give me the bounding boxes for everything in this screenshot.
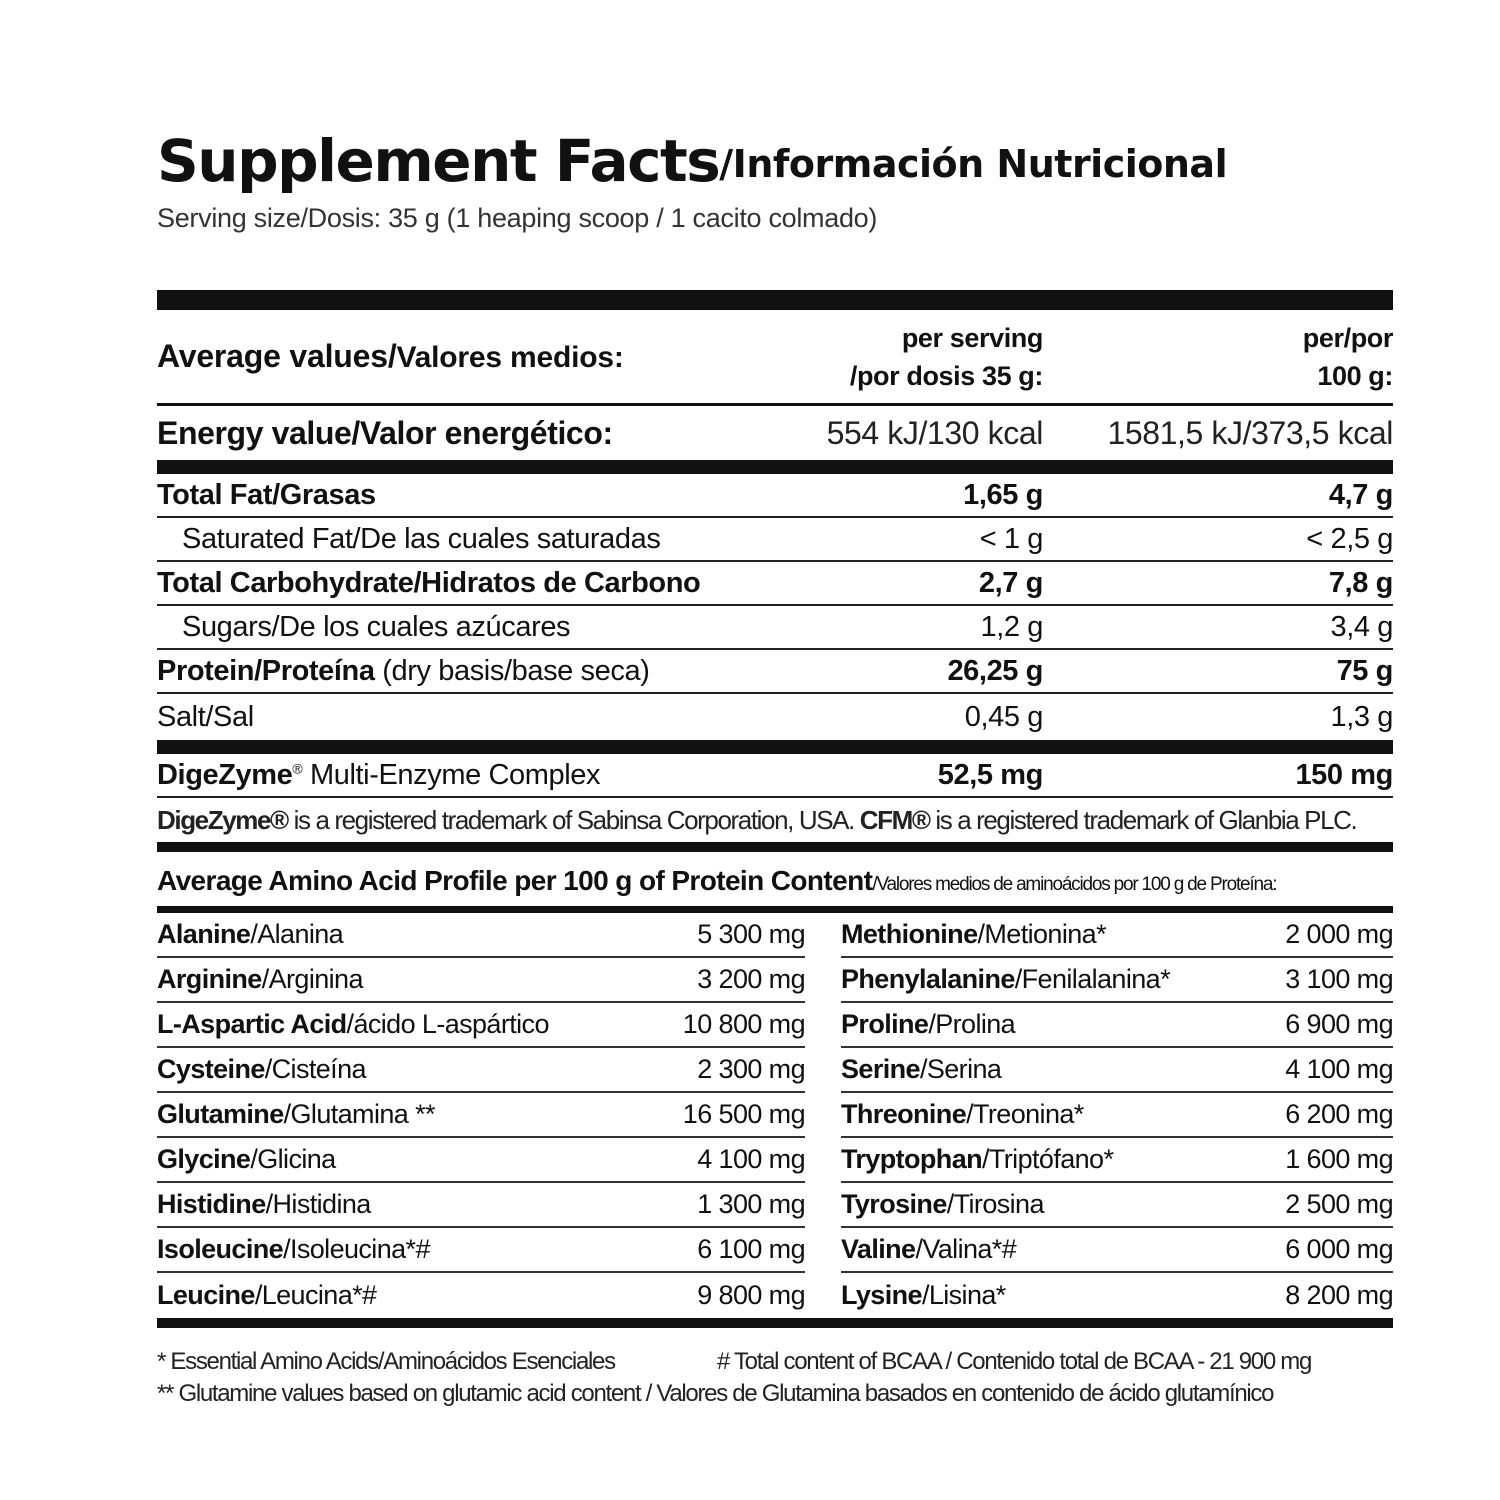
page-title [157,128,1393,198]
amino-value: 9 800 mg [697,1280,805,1310]
nutrient-per-serving: 1,65 g [963,478,1043,511]
amino-row [157,1273,805,1318]
amino-row [841,1003,1393,1048]
nutrient-per-serving: 1,2 g [980,610,1043,643]
amino-profile-title [157,852,1393,913]
supplement-facts-panel [157,128,1393,1410]
nutrient-row-total-fat [157,474,1393,518]
nutrient-row-salt [157,694,1393,740]
digezyme-rest: Multi-Enzyme Complex [302,758,601,791]
amino-name-es: /Metionina* [977,919,1106,949]
amino-row [157,1093,805,1138]
amino-row [841,913,1393,958]
footnote-bcaa: # Total content of BCAA / Contenido total de BCAA - 21 900 mg [717,1348,1312,1375]
digezyme-reg: ® [292,759,303,776]
header-per-100g [1043,319,1393,395]
nutrient-per-100g: 4,7 g [1328,478,1393,511]
divider-thick [157,460,1393,474]
digezyme-per-serving: 52,5 mg [937,758,1043,791]
amino-row [841,1273,1393,1318]
amino-name-es: /Triptófano* [982,1144,1114,1174]
amino-name-es: /Arginina [261,964,363,994]
amino-value: 6 100 mg [697,1234,805,1264]
nutrient-label-protein [157,655,743,688]
amino-value: 10 800 mg [682,1009,805,1039]
amino-value: 1 300 mg [697,1189,805,1219]
amino-row [157,1003,805,1048]
header-label-es: Valores medios: [396,341,624,374]
amino-name-en: Serine [841,1054,920,1084]
header-per-100g-line1: per/por [1302,322,1393,353]
amino-name-en: Phenylalanine [841,964,1015,994]
amino-value: 4 100 mg [1285,1054,1393,1084]
trademark-note [157,798,1393,842]
nutrient-label: Salt/Sal [157,700,254,733]
amino-name-es: /Valina*# [915,1234,1017,1264]
amino-value: 6 000 mg [1285,1234,1393,1264]
amino-column-right [805,913,1393,1318]
footnote-essential: * Essential Amino Acids/Aminoácidos Esenciales [157,1348,615,1375]
amino-name-en: Tyrosine [841,1189,947,1219]
nutrient-per-100g: 7,8 g [1328,566,1393,599]
amino-value: 2 300 mg [697,1054,805,1084]
amino-value: 5 300 mg [697,919,805,949]
amino-name-en: Proline [841,1009,929,1039]
amino-name-en: Threonine [841,1099,967,1129]
nutrient-label-note: (dry basis/base seca) [374,654,650,687]
nutrient-per-serving: 2,7 g [978,566,1043,599]
amino-value: 8 200 mg [1285,1280,1393,1310]
amino-row [157,1228,805,1273]
amino-value: 16 500 mg [682,1099,805,1129]
nutrient-per-serving: < 1 g [979,522,1043,555]
footnote-glutamine: ** Glutamine values based on glutamic acid content / Valores de Glutamina basados en contenido de ácido glutamínico [157,1380,1274,1407]
amino-name-es: /Tirosina [946,1189,1044,1219]
divider-thick [157,842,1393,852]
amino-name-en: L-Aspartic Acid [157,1009,347,1039]
energy-per-serving: 554 kJ/130 kcal [826,414,1043,451]
amino-row [841,1183,1393,1228]
header-per-serving [743,319,1043,395]
header-per-serving-line2: /por dosis 35 g: [849,360,1043,391]
amino-name-es: /Cisteína [264,1054,366,1084]
amino-row [841,1048,1393,1093]
digezyme-per-100g: 150 mg [1295,758,1393,791]
amino-name-es: /Leucina*# [254,1280,377,1310]
energy-row [157,406,1393,460]
divider-thick [157,1318,1393,1328]
nutrient-label: Protein/Proteína [157,654,375,687]
amino-name-en: Lysine [841,1280,922,1310]
nutrient-per-100g: 75 g [1336,654,1393,687]
amino-value: 4 100 mg [697,1144,805,1174]
trademark-brand2: CFM® [859,805,930,835]
amino-name-en: Leucine [157,1280,255,1310]
amino-name-es: /Treonina* [966,1099,1084,1129]
amino-row [841,958,1393,1003]
nutrient-per-100g: 1,3 g [1330,700,1393,733]
title-sub: /Información Nutricional [719,142,1228,186]
amino-name-en: Glutamine [157,1099,284,1129]
title-main: Supplement Facts [157,127,720,195]
amino-name-en: Arginine [157,964,262,994]
nutrient-per-100g: 3,4 g [1330,610,1393,643]
energy-label: Energy value/Valor energético: [157,414,613,451]
amino-row [841,1138,1393,1183]
header-per-100g-line2: 100 g: [1317,360,1393,391]
serving-size: Serving size/Dosis: 35 g (1 heaping scoop / 1 cacito colmado) [157,203,878,233]
amino-name-en: Cysteine [157,1054,265,1084]
amino-name-en: Isoleucine [157,1234,284,1264]
nutrient-per-100g: < 2,5 g [1306,522,1393,555]
amino-name-es: /Isoleucina*# [283,1234,430,1264]
amino-row [841,1093,1393,1138]
header-per-serving-line1: per serving [901,322,1043,353]
digezyme-label [157,759,743,792]
amino-name-es: /Lisina* [921,1280,1006,1310]
energy-per-100g: 1581,5 kJ/373,5 kcal [1107,414,1393,451]
nutrient-row-protein [157,650,1393,694]
amino-row [157,958,805,1003]
amino-name-en: Valine [841,1234,916,1264]
amino-value: 6 200 mg [1285,1099,1393,1129]
divider-thick [157,740,1393,754]
footnotes [157,1346,1393,1410]
nutrient-row-saturated-fat [157,518,1393,562]
amino-name-en: Glycine [157,1144,251,1174]
amino-value: 2 500 mg [1285,1189,1393,1219]
trademark-brand1: DigeZyme® [157,805,288,835]
digezyme-brand: DigeZyme [157,758,293,791]
amino-name-es: /Alanina [250,919,344,949]
amino-name-es: /Fenilalanina* [1014,964,1170,994]
nutrient-row-carbohydrate [157,562,1393,606]
amino-row [157,913,805,958]
amino-name-es: /ácido L-aspártico [346,1009,549,1039]
nutrient-label: Saturated Fat/De las cuales saturadas [182,522,661,555]
amino-row [157,1183,805,1228]
nutrient-per-serving: 26,25 g [947,654,1043,687]
amino-value: 2 000 mg [1285,919,1393,949]
trademark-text2: is a registered trademark of Glanbia PLC. [929,805,1357,835]
amino-row [157,1048,805,1093]
column-header-row [157,310,1393,406]
nutrient-per-serving: 0,45 g [964,700,1043,733]
amino-value: 3 200 mg [697,964,805,994]
amino-name-es: /Prolina [928,1009,1016,1039]
amino-value: 1 600 mg [1285,1144,1393,1174]
amino-name-es: /Serina [919,1054,1002,1084]
amino-name-es: /Glutamina ** [283,1099,435,1129]
amino-table [157,913,1393,1318]
nutrient-row-sugars [157,606,1393,650]
amino-value: 3 100 mg [1285,964,1393,994]
amino-name-en: Methionine [841,919,978,949]
divider-thick [157,290,1393,310]
trademark-text1: is a registered trademark of Sabinsa Corporation, USA. [287,805,860,835]
amino-column-left [157,913,805,1318]
nutrient-label: Sugars/De los cuales azúcares [182,610,571,643]
header-label [157,338,743,375]
amino-name-en: Tryptophan [841,1144,982,1174]
amino-title-en: Average Amino Acid Profile per 100 g of Protein Content [157,865,873,896]
amino-value: 6 900 mg [1285,1009,1393,1039]
digezyme-row [157,754,1393,798]
amino-title-es: /Valores medios de aminoácidos por 100 g de Proteína: [872,874,1277,895]
nutrient-label: Total Fat/Grasas [157,478,376,511]
footnote-line-1 [157,1346,1393,1378]
amino-row [157,1138,805,1183]
amino-row [841,1228,1393,1273]
header-label-en: Average values/ [157,338,397,374]
nutrient-label: Total Carbohydrate/Hidratos de Carbono [157,566,701,599]
amino-name-es: /Histidina [265,1189,371,1219]
amino-name-en: Alanine [157,919,251,949]
amino-name-es: /Glicina [250,1144,336,1174]
amino-name-en: Histidine [157,1189,266,1219]
